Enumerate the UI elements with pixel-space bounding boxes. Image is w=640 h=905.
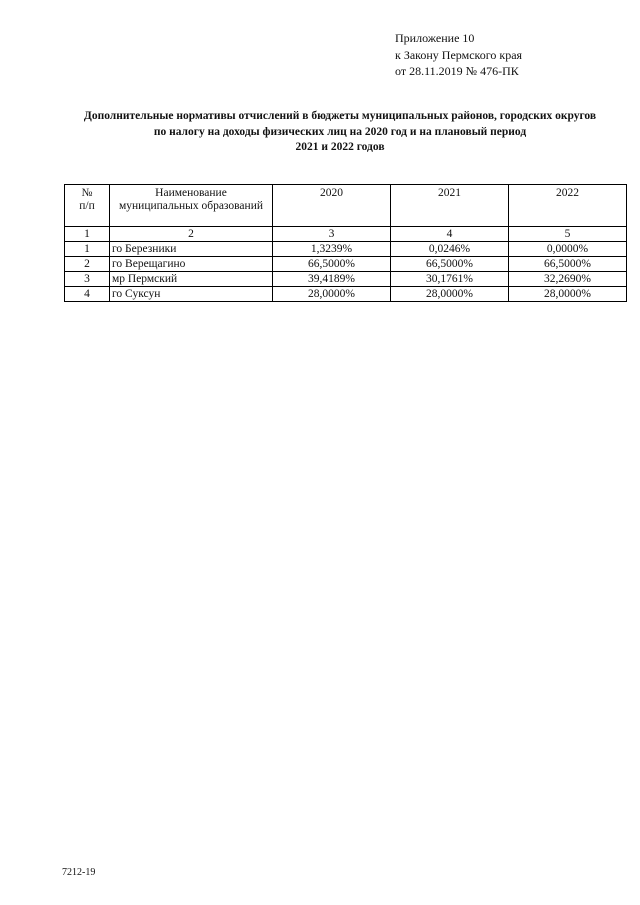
appendix-number: Приложение 10 — [395, 31, 475, 45]
table-row — [65, 287, 627, 302]
row-value-2021: 66,5000% — [391, 257, 509, 272]
header-2020: 2020 — [273, 185, 391, 227]
col-number: 3 — [273, 227, 391, 242]
row-num: 2 — [65, 257, 110, 272]
row-value-2020: 1,3239% — [273, 242, 391, 257]
column-number-row — [65, 227, 627, 242]
document-code: 7212-19 — [62, 867, 96, 878]
appendix-date: от 28.11.2019 № 476-ПК — [395, 64, 519, 78]
document-title — [60, 109, 620, 156]
table-row — [65, 257, 627, 272]
row-num: 3 — [65, 272, 110, 287]
header-name — [110, 185, 273, 227]
row-name: мр Пермский — [110, 272, 273, 287]
header-num-line1: № — [81, 187, 93, 199]
row-value-2020: 39,4189% — [273, 272, 391, 287]
row-num: 1 — [65, 242, 110, 257]
row-value-2020: 28,0000% — [273, 287, 391, 302]
row-value-2022: 28,0000% — [509, 287, 627, 302]
row-value-2022: 32,2690% — [509, 272, 627, 287]
title-line-2: по налогу на доходы физических лиц на 2020 год и на плановый период — [153, 125, 527, 138]
header-num — [65, 185, 110, 227]
col-number: 5 — [509, 227, 627, 242]
appendix-header — [395, 30, 522, 80]
col-number: 2 — [110, 227, 273, 242]
row-value-2021: 30,1761% — [391, 272, 509, 287]
row-name: го Березники — [110, 242, 273, 257]
header-name-line2: муниципальных образований — [118, 200, 264, 212]
table-row — [65, 242, 627, 257]
row-value-2021: 0,0246% — [391, 242, 509, 257]
norms-table — [64, 184, 627, 302]
header-name-line1: Наименование — [155, 187, 227, 199]
appendix-law: к Закону Пермского края — [395, 47, 523, 62]
table-row — [65, 272, 627, 287]
row-value-2022: 66,5000% — [509, 257, 627, 272]
row-num: 4 — [65, 287, 110, 302]
col-number: 4 — [391, 227, 509, 242]
row-value-2020: 66,5000% — [273, 257, 391, 272]
col-number: 1 — [65, 227, 110, 242]
row-value-2022: 0,0000% — [509, 242, 627, 257]
header-2022: 2022 — [509, 185, 627, 227]
row-value-2021: 28,0000% — [391, 287, 509, 302]
row-name: го Верещагино — [110, 257, 273, 272]
header-2021: 2021 — [391, 185, 509, 227]
title-line-1: Дополнительные нормативы отчислений в бюджеты муниципальных районов, городских округов — [83, 110, 597, 122]
table-header-row — [65, 185, 627, 227]
title-line-3: 2021 и 2022 годов — [295, 141, 385, 153]
row-name: го Суксун — [110, 287, 273, 302]
header-num-line2: п/п — [79, 200, 95, 212]
